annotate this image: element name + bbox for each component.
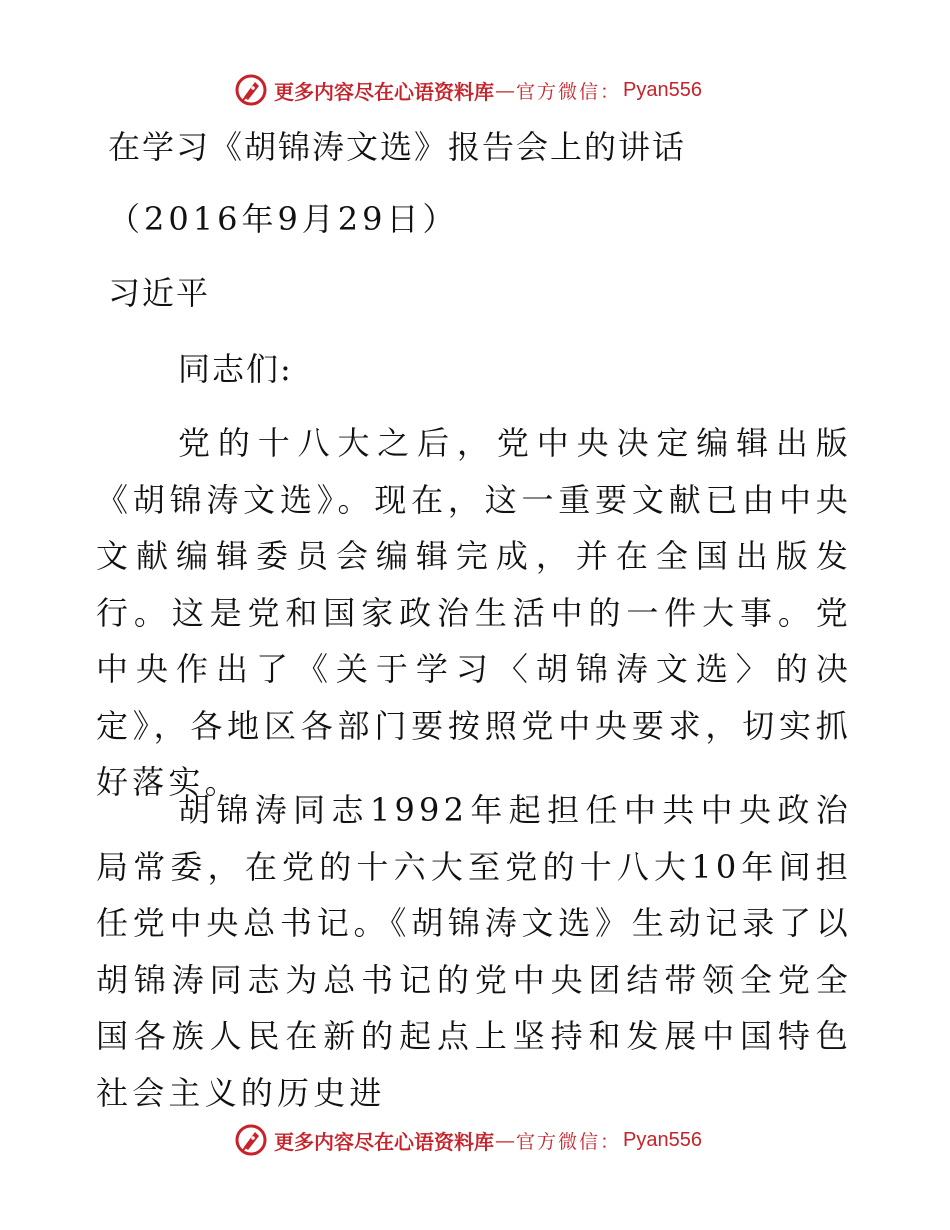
document-title: 在学习《胡锦涛文选》报告会上的讲话 [108, 128, 687, 166]
banner-dash: — [495, 1128, 515, 1152]
pen-nib-logo-icon [234, 73, 268, 107]
header-watermark-banner [234, 72, 702, 108]
pen-nib-logo-icon [234, 1123, 268, 1157]
paragraph-1: 党的十八大之后，党中央决定编辑出版《胡锦涛文选》。现在，这一重要文献已由中央文献编辑委员会编辑完成，并在全国出版发行。这是党和国家政治生活中的一件大事。党中央作出了《关于学习〈胡锦涛文选〉的决定》，各地区各部门要按照党中央要求，切实抓好落实。 [96, 424, 852, 801]
banner-main-text: 更多内容尽在心语资料库 [274, 79, 494, 104]
salutation: 同志们: [178, 350, 293, 388]
banner-wechat-id: Pyan556 [623, 78, 702, 101]
document-author: 习近平 [108, 274, 211, 312]
banner-main-text: 更多内容尽在心语资料库 [274, 1129, 494, 1154]
banner-wechat-id: Pyan556 [623, 1128, 702, 1151]
banner-wechat-label: 官方微信： [516, 1130, 622, 1153]
paragraph-2: 胡锦涛同志1992年起担任中共中央政治局常委，在党的十六大至党的十八大10年间担任党中央总书记。《胡锦涛文选》生动记录了以胡锦涛同志为总书记的党中央团结带领全党全国各族人民在新的起点上坚持和发展中国特色社会主义的历史进 [96, 791, 852, 1112]
document-date: （2016年9月29日） [108, 200, 459, 238]
banner-dash: — [495, 78, 515, 102]
footer-watermark-banner [234, 1122, 702, 1158]
banner-wechat-label: 官方微信： [516, 80, 622, 103]
